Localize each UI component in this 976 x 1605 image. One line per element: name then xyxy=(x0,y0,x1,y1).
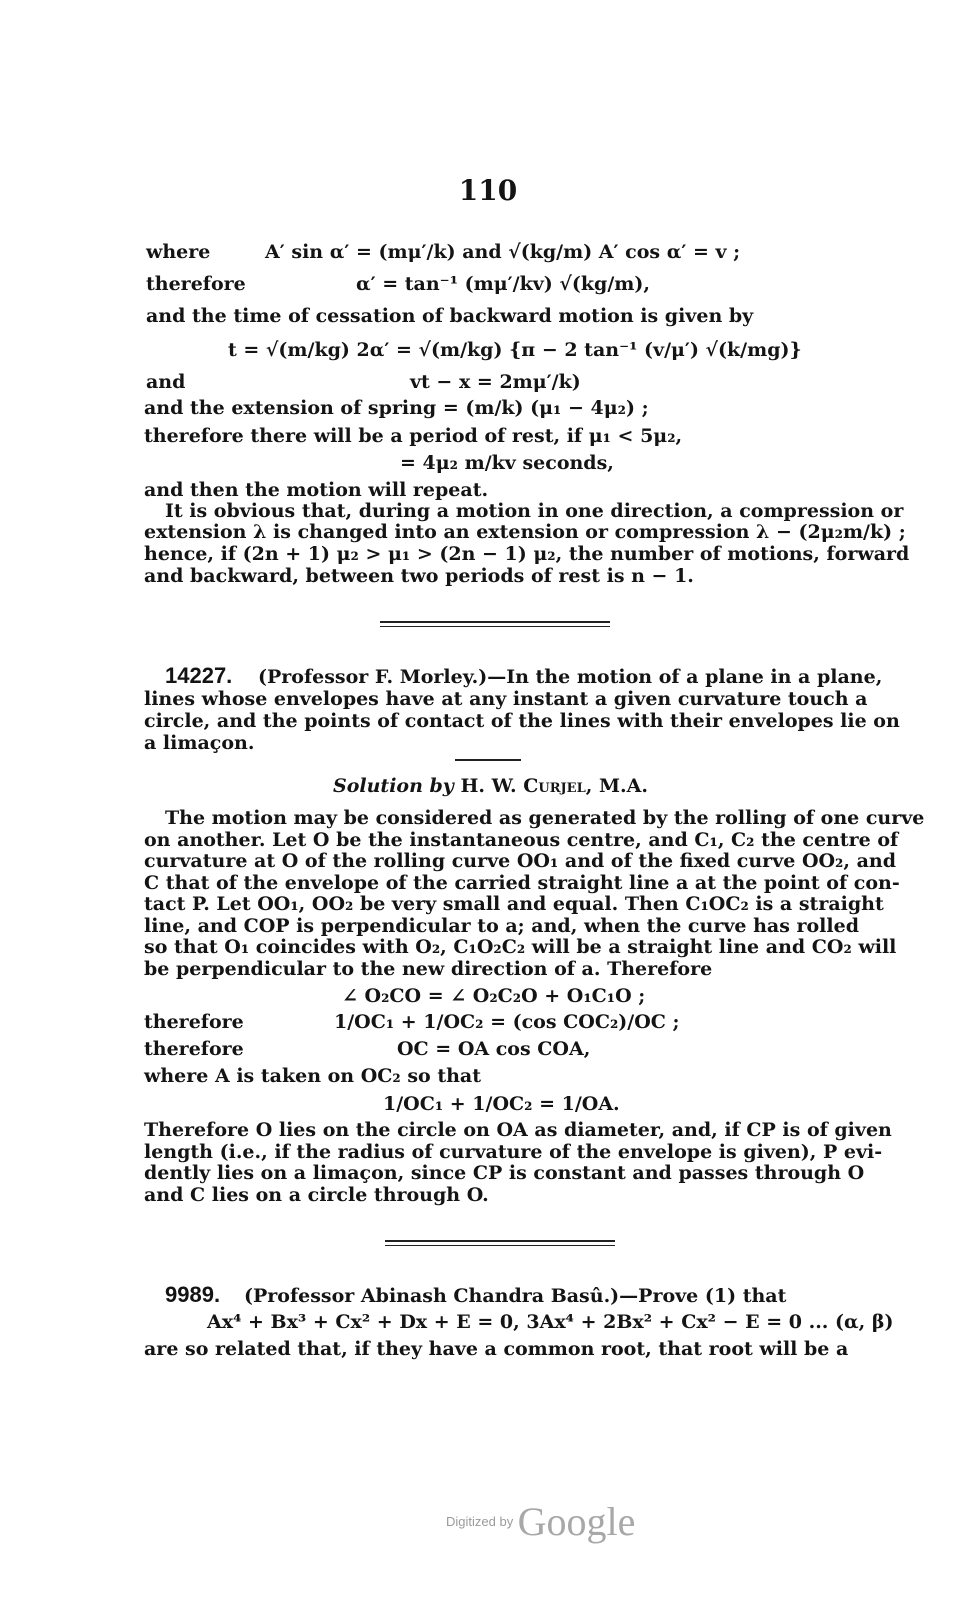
solution-line: curvature at O of the rolling curve OO₁ and of the fixed curve OO₂, and xyxy=(144,850,897,872)
problem-statement-line: (Professor F. Morley.)—In the motion of a plane in a plane, xyxy=(258,666,883,688)
solution-line: tact P. Let OO₁, OO₂ be very small and equal. Then C₁OC₂ is a straight xyxy=(144,893,884,915)
problem-number-14227: 14227. xyxy=(165,663,233,688)
problem-statement-line: a limaçon. xyxy=(144,732,255,754)
equation-t: t = √(m/kg) 2α′ = √(m/kg) {π − 2 tan⁻¹ (v/μ′) √(k/mg)} xyxy=(228,339,802,361)
equation-vt: vt − x = 2mμ′/k) xyxy=(410,371,581,393)
conclusion-line: Therefore O lies on the circle on OA as diameter, and, if CP is of given xyxy=(144,1119,892,1141)
paragraph-line: extension λ is changed into an extension or compression λ − (2μ₂m/k) ; xyxy=(144,521,906,543)
problem-statement-line: are so related that, if they have a common root, that root will be a xyxy=(144,1338,849,1360)
google-watermark xyxy=(446,1498,635,1545)
equation-oa: 1/OC₁ + 1/OC₂ = 1/OA. xyxy=(383,1093,620,1115)
paragraph-line: It is obvious that, during a motion in one direction, a compression or xyxy=(165,500,904,522)
google-logo: Google xyxy=(517,1499,636,1544)
equation-quartic: Ax⁴ + Bx³ + Cx² + Dx + E = 0, 3Ax⁴ + 2Bx² + Cx² − E = 0 ... (α, β) xyxy=(207,1311,894,1333)
therefore-label: therefore xyxy=(144,1038,244,1060)
text-extension: and the extension of spring = (m/k) (μ₁ − 4μ₂) ; xyxy=(144,397,649,419)
section-divider xyxy=(380,621,610,623)
text-where-a: where A is taken on OC₂ so that xyxy=(144,1065,481,1087)
problem-statement-line: (Professor Abinash Chandra Basû.)—Prove (1) that xyxy=(244,1285,787,1307)
equation-oc: OC = OA cos COA, xyxy=(397,1038,591,1060)
watermark-prefix: Digitized by xyxy=(446,1514,514,1529)
text-period-rest: therefore there will be a period of rest, if μ₁ < 5μ₂, xyxy=(144,425,683,447)
equation-reciprocal: 1/OC₁ + 1/OC₂ = (cos COC₂)/OC ; xyxy=(334,1011,680,1033)
therefore-label: therefore xyxy=(144,1011,244,1033)
equation-angle: ∠ O₂CO = ∠ O₂C₂O + O₁C₁O ; xyxy=(342,985,646,1007)
solution-line: C that of the envelope of the carried straight line a at the point of con- xyxy=(144,872,900,894)
solution-prefix: Solution by xyxy=(333,775,454,797)
section-divider xyxy=(380,626,610,627)
problem-number-9989: 9989. xyxy=(165,1282,221,1307)
solution-line: on another. Let O be the instantaneous centre, and C₁, C₂ the centre of xyxy=(144,829,899,851)
where-label: where xyxy=(146,241,211,263)
problem-statement-line: lines whose envelopes have at any instant a given curvature touch a xyxy=(144,688,868,710)
conclusion-line: dently lies on a limaçon, since CP is constant and passes through O xyxy=(144,1162,865,1184)
text-time-cessation: and the time of cessation of backward motion is given by xyxy=(146,305,754,327)
problem-number xyxy=(165,1284,220,1307)
short-divider xyxy=(455,759,521,761)
equation-where: A′ sin α′ = (mμ′/k) and √(kg/m) A′ cos α′ = v ; xyxy=(265,241,741,263)
solution-byline xyxy=(333,775,648,797)
section-divider xyxy=(385,1240,615,1242)
equation-alpha: α′ = tan⁻¹ (mμ′/kv) √(kg/m), xyxy=(356,273,650,295)
paragraph-line: hence, if (2n + 1) μ₂ > μ₁ > (2n − 1) μ₂, the number of motions, forward xyxy=(144,543,910,565)
equation-seconds: = 4μ₂ m/kv seconds, xyxy=(400,452,614,474)
solution-line: so that O₁ coincides with O₂, C₁O₂C₂ will be a straight line and CO₂ will xyxy=(144,936,897,958)
section-divider xyxy=(385,1245,615,1246)
solution-line: be perpendicular to the new direction of a. Therefore xyxy=(144,958,713,980)
solution-line: line, and COP is perpendicular to a; and, when the curve has rolled xyxy=(144,915,859,937)
page-number: 110 xyxy=(458,174,518,207)
conclusion-line: and C lies on a circle through O. xyxy=(144,1184,489,1206)
solution-author: H. W. Curjel, M.A. xyxy=(460,775,648,797)
and-label: and xyxy=(146,371,186,393)
solution-line: The motion may be considered as generated by the rolling of one curve xyxy=(165,807,925,829)
problem-statement-line: circle, and the points of contact of the lines with their envelopes lie on xyxy=(144,710,900,732)
paragraph-line: and backward, between two periods of rest is n − 1. xyxy=(144,565,694,587)
therefore-label: therefore xyxy=(146,273,246,295)
conclusion-line: length (i.e., if the radius of curvature of the envelope is given), P evi- xyxy=(144,1141,883,1163)
text-repeat: and then the motion will repeat. xyxy=(144,479,489,501)
problem-number xyxy=(165,665,232,688)
